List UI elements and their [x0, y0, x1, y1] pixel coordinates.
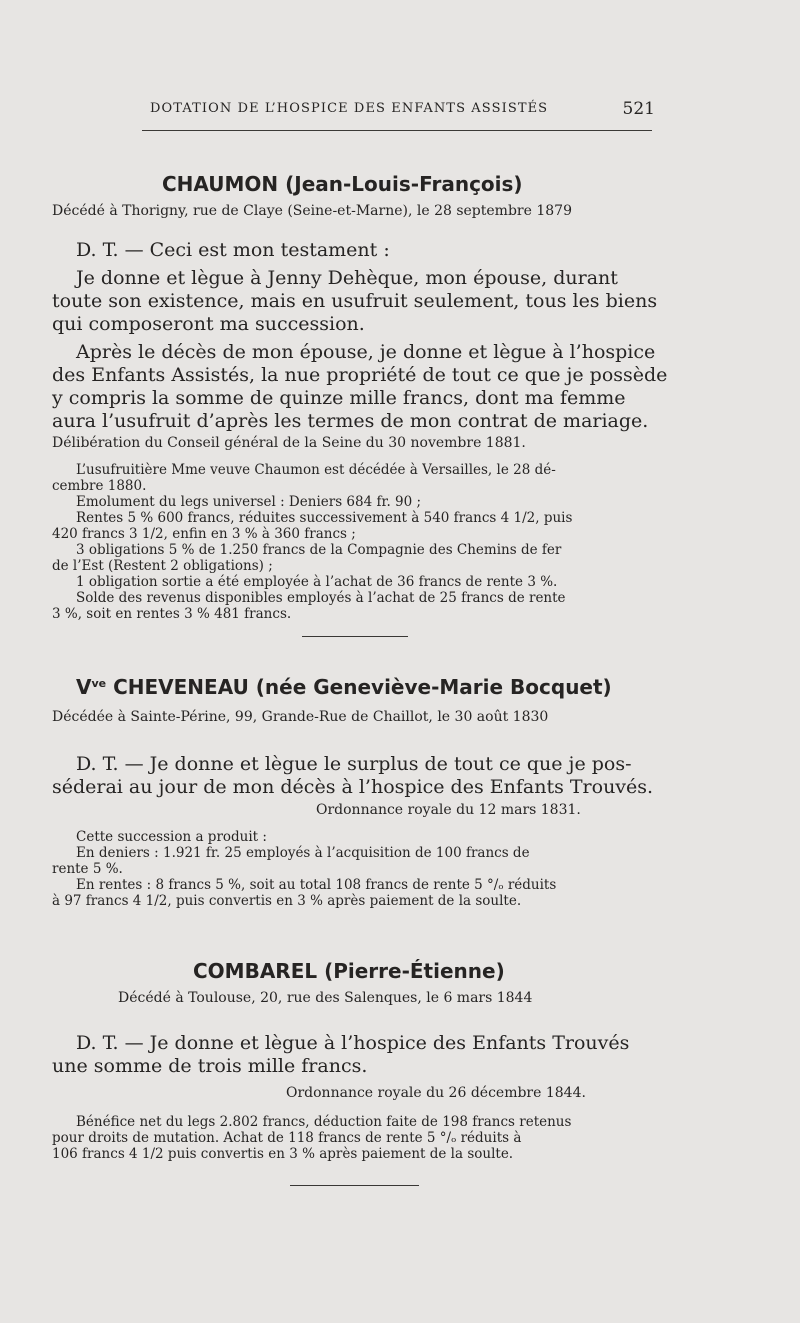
testament-line: qui composeront ma succession.: [52, 313, 365, 335]
note-line: Cette succession a produit :: [76, 829, 267, 845]
testament-line: D. T. — Je donne et lègue à l’hospice des Enfants Trouvés: [76, 1032, 630, 1054]
note-line: Emolument du legs universel : Deniers 684 fr. 90 ;: [76, 494, 422, 510]
note-line: Rentes 5 % 600 francs, réduites successivement à 540 francs 4 1/2, puis: [76, 510, 573, 526]
testament-line: des Enfants Assistés, la nue propriété de tout ce que je possède: [52, 364, 668, 386]
note-line: Bénéfice net du legs 2.802 francs, déduction faite de 198 francs retenus: [76, 1114, 572, 1130]
note-line: En deniers : 1.921 fr. 25 employés à l’acquisition de 100 francs de: [76, 845, 530, 861]
note-line: 1 obligation sortie a été employée à l’achat de 36 francs de rente 3 %.: [76, 574, 558, 590]
note-line: 420 francs 3 1/2, enfin en 3 % à 360 francs ;: [52, 526, 356, 542]
entry-death-chaumon: Décédé à Thorigny, rue de Claye (Seine-et-Marne), le 28 septembre 1879: [52, 203, 572, 219]
entry-death-cheveneau: Décédée à Sainte-Périne, 99, Grande-Rue de Chaillot, le 30 août 1830: [52, 709, 549, 725]
testament-line: séderai au jour de mon décès à l’hospice des Enfants Trouvés.: [52, 776, 654, 798]
note-line: 3 obligations 5 % de 1.250 francs de la Compagnie des Chemins de fer: [76, 542, 562, 558]
testament-line: y compris la somme de quinze mille francs, dont ma femme: [52, 387, 626, 409]
authorization: Ordonnance royale du 26 décembre 1844.: [286, 1085, 586, 1101]
testament-line: D. T. — Je donne et lègue le surplus de tout ce que je pos-: [76, 753, 632, 775]
note-line: de l’Est (Restent 2 obligations) ;: [52, 558, 273, 574]
section-divider: [290, 1185, 419, 1186]
testament-line: une somme de trois mille francs.: [52, 1055, 368, 1077]
authorization: Délibération du Conseil général de la Seine du 30 novembre 1881.: [52, 435, 526, 451]
entry-name-cheveneau: [76, 675, 612, 699]
authorization: Ordonnance royale du 12 mars 1831.: [316, 802, 581, 818]
testament-line: aura l’usufruit d’après les termes de mon contrat de mariage.: [52, 410, 649, 432]
note-line: L’usufruitière Mme veuve Chaumon est décédée à Versailles, le 28 dé-: [76, 462, 556, 478]
section-divider: [302, 636, 408, 637]
name-text: CHEVENEAU (née Geneviève-Marie Bocquet): [106, 675, 612, 699]
name-prefix: V: [76, 675, 92, 699]
header-rule: [142, 130, 652, 131]
page-header: [150, 101, 655, 125]
note-line: 106 francs 4 1/2 puis convertis en 3 % après paiement de la soulte.: [52, 1146, 514, 1162]
note-line: Solde des revenus disponibles employés à l’achat de 25 francs de rente: [76, 590, 566, 606]
page-number: 521: [622, 99, 655, 119]
running-title: DOTATION DE L’HOSPICE DES ENFANTS ASSISTÉS: [150, 101, 549, 116]
name-superscript: ve: [91, 677, 107, 690]
note-line: à 97 francs 4 1/2, puis convertis en 3 % après paiement de la soulte.: [52, 893, 522, 909]
entry-name-combarel: COMBAREL (Pierre-Étienne): [193, 959, 505, 983]
note-line: 3 %, soit en rentes 3 % 481 francs.: [52, 606, 292, 622]
testament-line: Après le décès de mon épouse, je donne et lègue à l’hospice: [76, 341, 656, 363]
testament-line: D. T. — Ceci est mon testament :: [76, 239, 390, 261]
note-line: En rentes : 8 francs 5 %, soit au total 108 francs de rente 5 °/ₒ réduits: [76, 877, 557, 893]
testament-line: Je donne et lègue à Jenny Dehèque, mon épouse, durant: [76, 267, 618, 289]
testament-line: toute son existence, mais en usufruit seulement, tous les biens: [52, 290, 658, 312]
note-line: rente 5 %.: [52, 861, 123, 877]
note-line: cembre 1880.: [52, 478, 147, 494]
entry-death-combarel: Décédé à Toulouse, 20, rue des Salenques, le 6 mars 1844: [118, 990, 533, 1006]
entry-name-chaumon: CHAUMON (Jean-Louis-François): [162, 172, 523, 196]
note-line: pour droits de mutation. Achat de 118 francs de rente 5 °/ₒ réduits à: [52, 1130, 522, 1146]
